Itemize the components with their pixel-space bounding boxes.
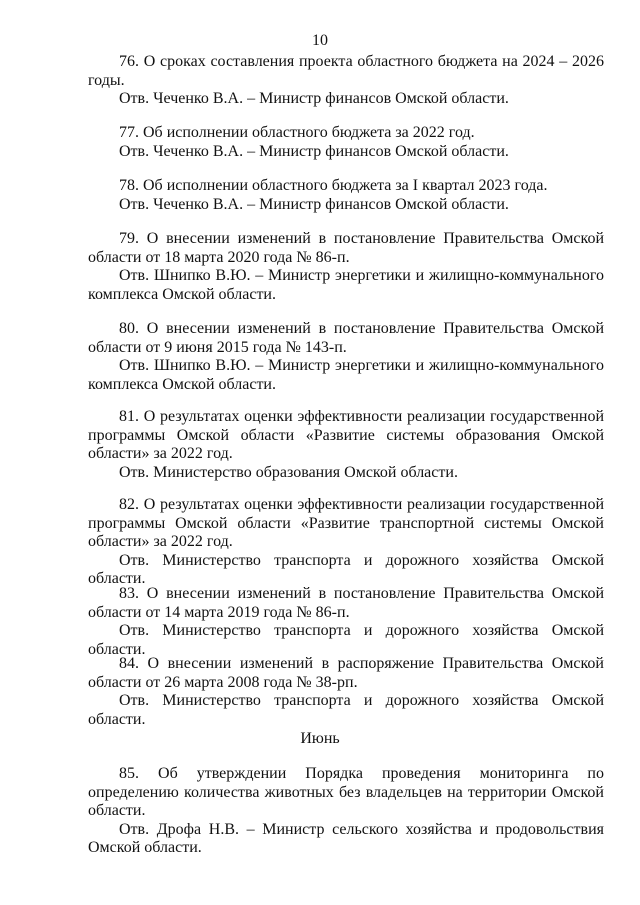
item-title: 77. Об исполнении областного бюджета за 2022 год.	[119, 124, 475, 141]
item-responsible: Отв. Шнипко В.Ю. – Министр энергетики и жилищно-коммунального комплекса Омской области.	[88, 267, 604, 303]
item-title: 79. О внесении изменений в постановление Правительства Омской области от 18 марта 2020 года № 86-п.	[88, 230, 604, 266]
item-title: 83. О внесении изменений в постановление Правительства Омской области от 14 марта 2019 года № 86-п.	[88, 585, 604, 621]
item-responsible: Отв. Чеченко В.А. – Министр финансов Омской области.	[119, 195, 509, 213]
item-responsible: Отв. Министерство транспорта и дорожного хозяйства Омской области.	[88, 551, 604, 587]
item-responsible: Отв. Министерство транспорта и дорожного хозяйства Омской области.	[88, 622, 604, 658]
agenda-item-82	[88, 496, 604, 589]
item-title: 82. О результатах оценки эффективности реализации государственной программы Омской области «Развитие транспортной системы Омской области» за 2022 год.	[88, 496, 604, 550]
agenda-item-77	[88, 124, 604, 161]
section-heading-june: Июнь	[300, 730, 340, 747]
agenda-item-85	[88, 765, 604, 858]
item-responsible: Отв. Министерство образования Омской области.	[119, 463, 458, 481]
agenda-item-84	[88, 655, 604, 729]
agenda-item-83	[88, 585, 604, 659]
agenda-item-80	[88, 320, 604, 394]
item-responsible: Отв. Дрофа Н.В. – Министр сельского хозяйства и продовольствия Омской области.	[88, 820, 604, 856]
item-title: 81. О результатах оценки эффективности реализации государственной программы Омской области «Развитие системы образования Омской области» за 2022 год.	[88, 408, 604, 462]
item-title: 85. Об утверждении Порядка проведения мониторинга по определению количества животных без владельцев на территории Омской области.	[88, 765, 604, 819]
item-title: 76. О сроках составления проекта областного бюджета на 2024 – 2026 годы.	[88, 53, 604, 89]
agenda-item-76	[88, 53, 604, 109]
item-title: 78. Об исполнении областного бюджета за I квартал 2023 года.	[119, 177, 548, 194]
agenda-item-79	[88, 230, 604, 304]
item-title: 84. О внесении изменений в распоряжение Правительства Омской области от 26 марта 2008 года № 38-рп.	[88, 655, 604, 691]
item-title: 80. О внесении изменений в постановление Правительства Омской области от 9 июня 2015 года № 143-п.	[88, 320, 604, 356]
page-number: 10	[312, 32, 328, 49]
item-responsible: Отв. Чеченко В.А. – Министр финансов Омской области.	[119, 90, 509, 107]
item-responsible: Отв. Чеченко В.А. – Министр финансов Омской области.	[119, 142, 509, 160]
agenda-item-78	[88, 177, 604, 214]
item-responsible: Отв. Министерство транспорта и дорожного хозяйства Омской области.	[88, 692, 604, 728]
item-responsible: Отв. Шнипко В.Ю. – Министр энергетики и жилищно-коммунального комплекса Омской области.	[88, 357, 604, 393]
agenda-item-81	[88, 408, 604, 482]
